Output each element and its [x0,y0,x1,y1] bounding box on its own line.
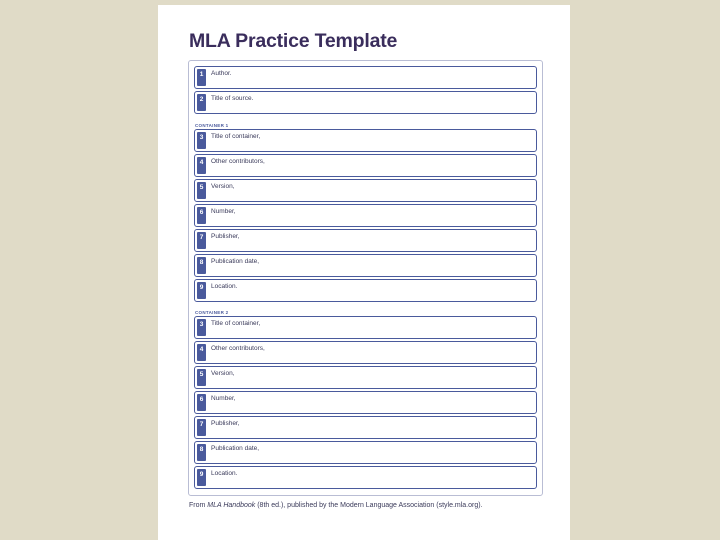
field-label: Version, [211,370,235,377]
c2-field-row-version[interactable] [194,366,537,389]
field-number: 1 [197,69,206,86]
footer-prefix: From [189,502,208,509]
c1-field-row-title-of-container[interactable] [194,129,537,152]
field-number: 2 [197,94,206,111]
field-label: Title of container, [211,133,261,140]
container-2-heading: CONTAINER 2 [195,310,229,315]
field-number: 7 [197,419,206,436]
field-row-title-of-source[interactable] [194,91,537,114]
footer-book-title: MLA Handbook [207,502,256,509]
c2-field-row-location[interactable] [194,466,537,489]
field-number: 8 [197,257,206,274]
field-number: 4 [197,344,206,361]
c2-field-row-number[interactable] [194,391,537,414]
field-label: Other contributors, [211,345,265,352]
c1-field-row-number[interactable] [194,204,537,227]
c2-field-row-title-of-container[interactable] [194,316,537,339]
field-number: 5 [197,182,206,199]
field-label: Title of container, [211,320,261,327]
field-label: Number, [211,395,236,402]
c1-field-row-other-contributors[interactable] [194,154,537,177]
field-number: 8 [197,444,206,461]
page-title: MLA Practice Template [189,30,398,52]
field-number: 3 [197,319,206,336]
document-page [158,5,570,540]
field-label: Other contributors, [211,158,265,165]
c1-field-row-version[interactable] [194,179,537,202]
c2-field-row-publisher[interactable] [194,416,537,439]
field-label: Publication date, [211,258,260,265]
field-number: 6 [197,207,206,224]
field-label: Number, [211,208,236,215]
field-number: 9 [197,282,206,299]
field-label: Publisher, [211,233,240,240]
field-number: 5 [197,369,206,386]
c2-field-row-other-contributors[interactable] [194,341,537,364]
field-label: Title of source. [211,95,254,102]
field-label: Location. [211,470,238,477]
c1-field-row-publisher[interactable] [194,229,537,252]
field-label: Version, [211,183,235,190]
field-label: Author. [211,70,232,77]
field-number: 4 [197,157,206,174]
footer-suffix: (8th ed.), published by the Modern Language Association (style.mla.org). [255,502,483,509]
c2-field-row-publication-date[interactable] [194,441,537,464]
field-number: 3 [197,132,206,149]
field-number: 6 [197,394,206,411]
field-row-author[interactable] [194,66,537,89]
source-footer [189,502,483,509]
field-label: Publication date, [211,445,260,452]
field-number: 9 [197,469,206,486]
field-label: Location. [211,283,238,290]
field-number: 7 [197,232,206,249]
field-label: Publisher, [211,420,240,427]
c1-field-row-location[interactable] [194,279,537,302]
container-1-heading: CONTAINER 1 [195,123,229,128]
c1-field-row-publication-date[interactable] [194,254,537,277]
